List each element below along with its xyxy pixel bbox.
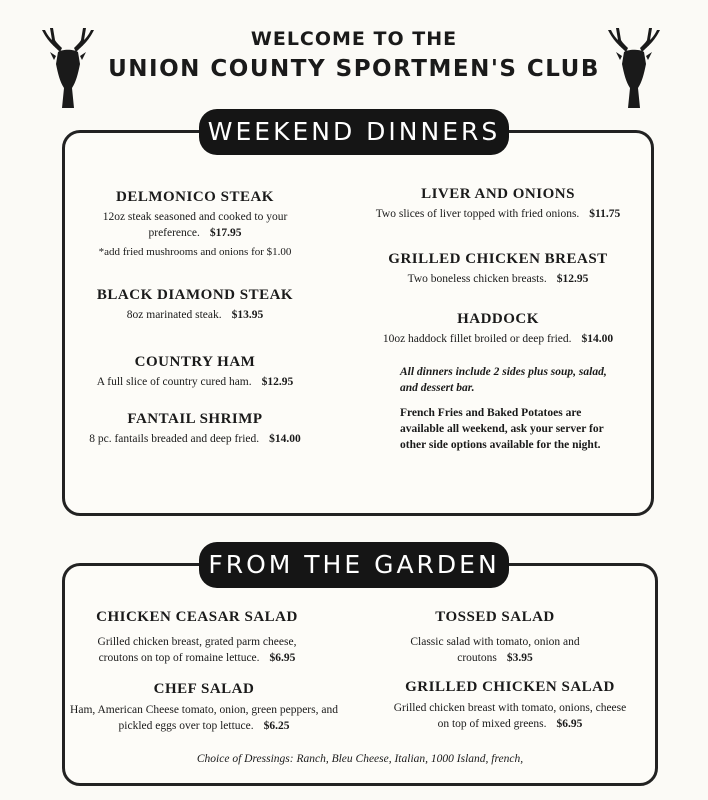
item-name: CHICKEN CEASAR SALAD: [96, 609, 298, 625]
menu-item-country-ham: [76, 353, 314, 390]
menu-item-fantail-shrimp: [76, 410, 314, 447]
item-note: *add fried mushrooms and onions for $1.00: [98, 246, 292, 258]
from-the-garden-banner: FROM THE GARDEN: [199, 542, 509, 588]
item-price: $12.95: [556, 273, 589, 285]
club-title: UNION COUNTY SPORTMEN'S CLUB: [108, 56, 600, 82]
menu-item-chef-salad: [70, 680, 338, 734]
item-desc: 8oz marinated steak.: [126, 309, 222, 321]
welcome-heading: WELCOME TO THE: [250, 28, 458, 50]
item-name: LIVER AND ONIONS: [421, 186, 575, 202]
item-desc: 8 pc. fantails breaded and deep fried.: [89, 433, 260, 445]
menu-item-tossed-salad: [410, 608, 580, 666]
item-desc: Grilled chicken breast with tomato, onions, cheese on top of mixed greens.: [393, 702, 627, 730]
sides-note: French Fries and Baked Potatoes are available all weekend, ask your server for other side options available for the night.: [400, 407, 604, 451]
item-desc: A full slice of country cured ham.: [96, 376, 252, 388]
item-desc: 12oz steak seasoned and cooked to your preference.: [102, 211, 288, 239]
item-desc: Ham, American Cheese tomato, onion, green peppers, and pickled eggs over top lettuce.: [70, 704, 338, 732]
item-price: $11.75: [589, 208, 621, 220]
item-price: $14.00: [269, 433, 301, 445]
item-name: DELMONICO STEAK: [116, 189, 274, 205]
item-price: $6.95: [269, 652, 296, 664]
item-price: $14.00: [581, 333, 614, 345]
item-price: $6.95: [556, 718, 583, 730]
item-price: $3.95: [506, 652, 533, 664]
item-name: CHEF SALAD: [153, 681, 255, 697]
menu-item-grilled-chicken-salad: [388, 678, 632, 732]
menu-item-delmonico-steak: [76, 188, 314, 260]
item-desc: Grilled chicken breast, grated parm cheese, croutons on top of romaine lettuce.: [97, 636, 297, 664]
item-desc: Classic salad with tomato, onion and croutons: [410, 636, 580, 664]
item-name: COUNTRY HAM: [134, 354, 256, 370]
item-name: BLACK DIAMOND STEAK: [96, 287, 294, 303]
menu-item-grilled-chicken-breast: [358, 250, 638, 287]
menu-item-black-diamond-steak: [76, 286, 314, 323]
dinners-included-note: All dinners include 2 sides plus soup, salad, and dessert bar.: [400, 366, 607, 394]
item-price: $6.25: [263, 720, 290, 732]
item-price: $17.95: [209, 227, 242, 239]
item-name: GRILLED CHICKEN SALAD: [405, 679, 615, 695]
item-name: GRILLED CHICKEN BREAST: [388, 251, 608, 267]
item-desc: Two slices of liver topped with fried onions.: [375, 208, 580, 220]
item-price: $13.95: [231, 309, 264, 321]
dressings-note: Choice of Dressings: Ranch, Bleu Cheese, Italian, 1000 Island, french,: [196, 753, 524, 765]
item-price: $12.95: [261, 376, 294, 388]
item-name: HADDOCK: [457, 311, 539, 327]
item-desc: Two boneless chicken breasts.: [407, 273, 547, 285]
menu-item-haddock: [358, 310, 638, 347]
item-name: TOSSED SALAD: [435, 609, 555, 625]
item-desc: 10oz haddock fillet broiled or deep fried.: [382, 333, 572, 345]
menu-item-liver-and-onions: [358, 185, 638, 222]
item-name: FANTAIL SHRIMP: [127, 411, 263, 427]
weekend-dinners-banner: WEEKEND DINNERS: [199, 109, 509, 155]
menu-item-chicken-ceasar-salad: [78, 608, 316, 666]
